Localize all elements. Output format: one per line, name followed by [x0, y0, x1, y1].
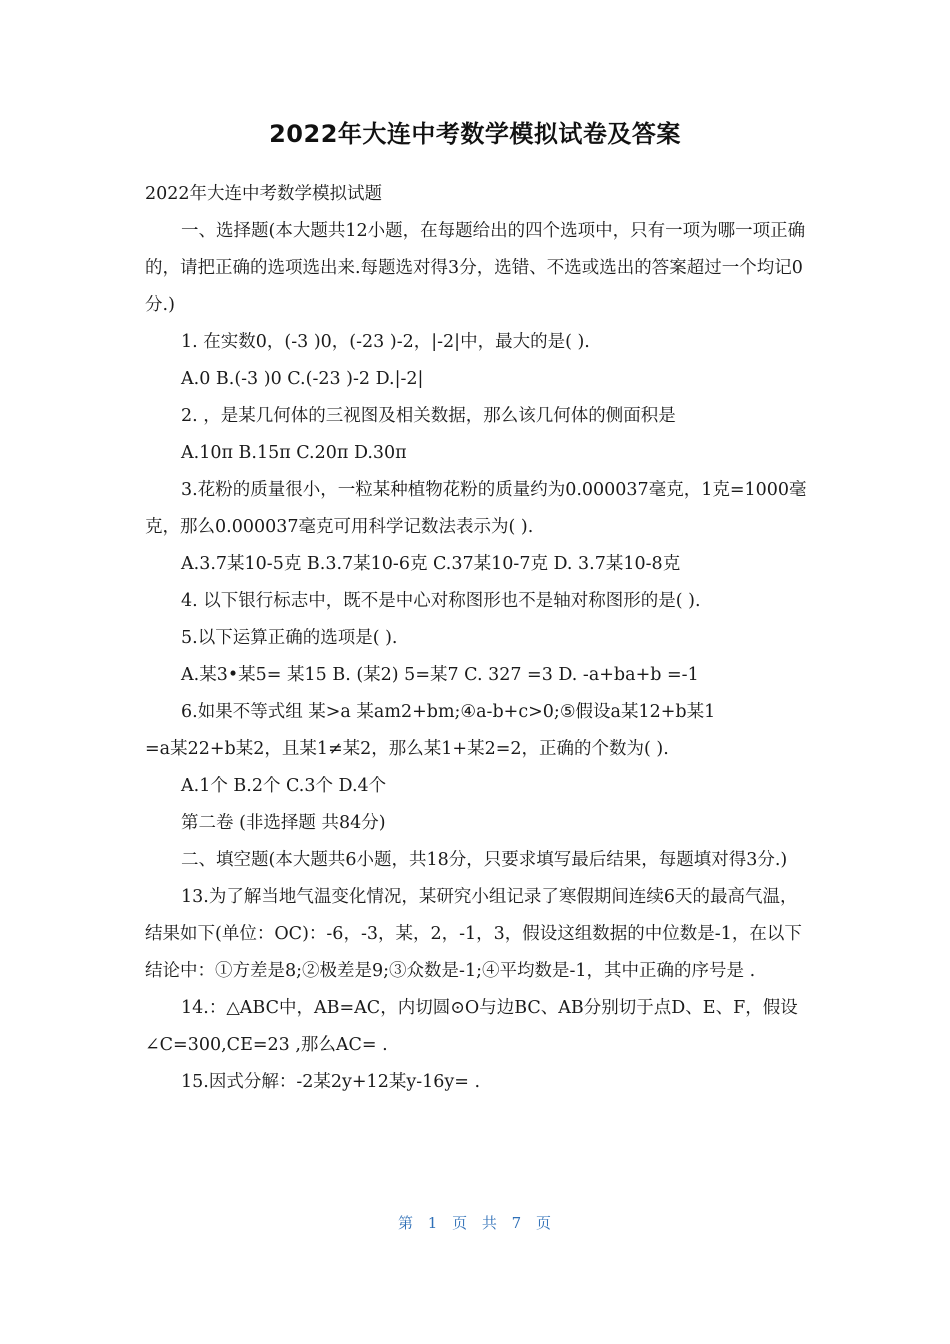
page-number-footer: 第 1 页 共 7 页: [398, 1214, 552, 1232]
paragraph-question-5: 5.以下运算正确的选项是( ).: [181, 628, 398, 648]
paragraph-question-2-options: A.10π B.15π C.20π D.30π: [181, 443, 407, 463]
paragraph-question-3-options: A.3.7某10-5克 B.3.7某10-6克 C.37某10-7克 D. 3.7某10-8克: [181, 554, 681, 574]
paragraph-volume-two-heading: 第二卷 (非选择题 共84分): [181, 813, 386, 833]
paragraph-question-2: 2. ，是某几何体的三视图及相关数据，那么该几何体的侧面积是: [181, 406, 676, 426]
paragraph-section-two-instructions: 二、填空题(本大题共6小题，共18分，只要求填写最后结果，每题填对得3分.): [181, 850, 788, 870]
paragraph-question-6-continued: =a某22+b某2，且某1≠某2，那么某1+某2=2，正确的个数为( ).: [145, 739, 669, 759]
document-title: 2022年大连中考数学模拟试卷及答案: [269, 120, 681, 148]
paragraph-question-1-options: A.0 B.(-3 )0 C.(-23 )-2 D.|-2|: [181, 369, 424, 389]
paragraph-question-6-options: A.1个 B.2个 C.3个 D.4个: [181, 776, 387, 796]
paragraph-question-14: 14.：△ABC中，AB=AC，内切圆⊙O与边BC、AB分别切于点D、E、F，假设∠C=300,CE=23 ,那么AC= .: [145, 998, 798, 1055]
paragraph-question-15: 15.因式分解：-2某2y+12某y-16y= .: [181, 1072, 481, 1092]
paragraph-section-one-instructions: 一、选择题(本大题共12小题，在每题给出的四个选项中，只有一项为哪一项正确的，请把正确的选项选出来.每题选对得3分，选错、不选或选出的答案超过一个均记0分.): [145, 221, 806, 315]
paragraph-question-5-options: A.某3•某5= 某15 B. (某2) 5=某7 C. 327 =3 D. -a+ba+b =-1: [181, 665, 699, 685]
paragraph-question-6: 6.如果不等式组 某>a 某am2+bm;④a-b+c>0;⑤假设a某12+b某1: [181, 702, 716, 722]
paragraph-question-4: 4. 以下银行标志中，既不是中心对称图形也不是轴对称图形的是( ).: [181, 591, 701, 611]
paragraph-question-3: 3.花粉的质量很小，一粒某种植物花粉的质量约为0.000037毫克，1克=1000毫克，那么0.000037毫克可用科学记数法表示为( ).: [145, 480, 807, 537]
paragraph-question-1: 1. 在实数0，(-3 )0，(-23 )-2，|-2|中，最大的是( ).: [181, 332, 590, 352]
paragraph-subtitle: 2022年大连中考数学模拟试题: [145, 184, 383, 204]
document-body: [145, 176, 810, 1101]
paragraph-question-13: 13.为了解当地气温变化情况，某研究小组记录了寒假期间连续6天的最高气温，结果如下(单位：OC)：-6，-3，某，2，-1，3，假设这组数据的中位数是-1，在以下结论中：①方差是8;②极差是9;③众数是-1;④平均数是-1，其中正确的序号是 .: [145, 887, 802, 981]
